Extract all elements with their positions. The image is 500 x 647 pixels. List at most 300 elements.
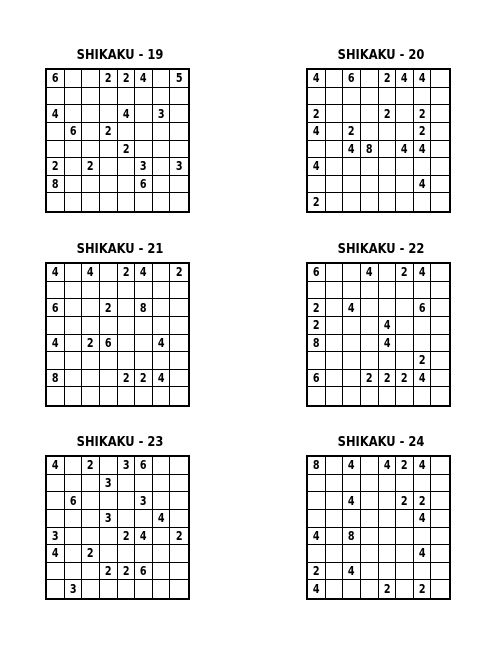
grid-cell[interactable] — [118, 70, 136, 88]
grid-cell[interactable] — [82, 88, 100, 106]
grid-cell[interactable] — [118, 317, 136, 335]
grid-cell[interactable] — [414, 264, 432, 282]
grid-cell[interactable] — [308, 457, 326, 475]
grid-cell[interactable] — [396, 387, 414, 405]
grid-cell[interactable] — [343, 282, 361, 300]
grid-cell[interactable] — [100, 193, 118, 211]
grid-cell[interactable] — [431, 158, 449, 176]
grid-cell[interactable] — [47, 387, 65, 405]
grid-cell[interactable] — [361, 105, 379, 123]
grid-cell[interactable] — [47, 193, 65, 211]
grid-cell[interactable] — [118, 352, 136, 370]
grid-cell[interactable] — [47, 88, 65, 106]
grid-cell[interactable] — [414, 510, 432, 528]
grid-cell[interactable] — [47, 299, 65, 317]
grid-cell[interactable] — [431, 580, 449, 598]
grid-cell[interactable] — [170, 457, 188, 475]
grid-cell[interactable] — [414, 370, 432, 388]
grid-cell[interactable] — [82, 387, 100, 405]
grid-cell[interactable] — [47, 457, 65, 475]
grid-cell[interactable] — [379, 370, 397, 388]
grid-cell[interactable] — [343, 492, 361, 510]
grid-cell[interactable] — [431, 88, 449, 106]
grid-cell[interactable] — [153, 317, 171, 335]
grid-cell[interactable] — [135, 545, 153, 563]
grid-cell[interactable] — [82, 193, 100, 211]
grid-cell[interactable] — [361, 545, 379, 563]
grid-cell[interactable] — [153, 299, 171, 317]
grid-cell[interactable] — [379, 299, 397, 317]
grid-cell[interactable] — [308, 563, 326, 581]
grid-cell[interactable] — [431, 387, 449, 405]
grid-cell[interactable] — [379, 264, 397, 282]
grid-cell[interactable] — [361, 70, 379, 88]
grid-cell[interactable] — [308, 105, 326, 123]
grid-cell[interactable] — [170, 282, 188, 300]
grid-cell[interactable] — [135, 123, 153, 141]
grid-cell[interactable] — [326, 88, 344, 106]
grid-cell[interactable] — [65, 317, 83, 335]
grid-cell[interactable] — [343, 299, 361, 317]
grid-cell[interactable] — [431, 193, 449, 211]
grid-cell[interactable] — [361, 317, 379, 335]
grid-cell[interactable] — [396, 141, 414, 159]
grid-cell[interactable] — [379, 352, 397, 370]
grid-cell[interactable] — [100, 264, 118, 282]
grid-cell[interactable] — [170, 141, 188, 159]
grid-cell[interactable] — [65, 123, 83, 141]
grid-cell[interactable] — [361, 563, 379, 581]
grid-cell[interactable] — [135, 580, 153, 598]
grid-cell[interactable] — [118, 123, 136, 141]
grid-cell[interactable] — [431, 299, 449, 317]
grid-cell[interactable] — [361, 299, 379, 317]
grid-cell[interactable] — [396, 88, 414, 106]
grid-cell[interactable] — [82, 264, 100, 282]
grid-cell[interactable] — [343, 317, 361, 335]
grid-cell[interactable] — [153, 387, 171, 405]
grid-cell[interactable] — [100, 475, 118, 493]
grid-cell[interactable] — [308, 141, 326, 159]
grid-cell[interactable] — [361, 264, 379, 282]
grid-cell[interactable] — [343, 70, 361, 88]
grid-cell[interactable] — [100, 335, 118, 353]
grid-cell[interactable] — [170, 123, 188, 141]
grid-cell[interactable] — [343, 563, 361, 581]
grid-cell[interactable] — [308, 580, 326, 598]
grid-cell[interactable] — [153, 580, 171, 598]
grid-cell[interactable] — [135, 457, 153, 475]
grid-cell[interactable] — [396, 510, 414, 528]
grid-cell[interactable] — [361, 580, 379, 598]
grid-cell[interactable] — [379, 70, 397, 88]
grid-cell[interactable] — [47, 352, 65, 370]
grid-cell[interactable] — [65, 105, 83, 123]
grid-cell[interactable] — [396, 457, 414, 475]
grid-cell[interactable] — [118, 141, 136, 159]
grid-cell[interactable] — [100, 317, 118, 335]
grid-cell[interactable] — [343, 510, 361, 528]
grid-cell[interactable] — [396, 299, 414, 317]
grid-cell[interactable] — [431, 335, 449, 353]
grid-cell[interactable] — [82, 335, 100, 353]
grid-cell[interactable] — [118, 457, 136, 475]
grid-cell[interactable] — [47, 492, 65, 510]
grid-cell[interactable] — [47, 141, 65, 159]
grid-cell[interactable] — [100, 545, 118, 563]
grid-cell[interactable] — [326, 492, 344, 510]
grid-cell[interactable] — [82, 141, 100, 159]
grid-cell[interactable] — [47, 317, 65, 335]
grid-cell[interactable] — [343, 370, 361, 388]
grid-cell[interactable] — [82, 123, 100, 141]
grid-cell[interactable] — [100, 563, 118, 581]
grid-cell[interactable] — [47, 563, 65, 581]
grid-cell[interactable] — [82, 352, 100, 370]
grid-cell[interactable] — [153, 510, 171, 528]
grid-cell[interactable] — [308, 123, 326, 141]
grid-cell[interactable] — [153, 475, 171, 493]
grid-cell[interactable] — [82, 528, 100, 546]
grid-cell[interactable] — [414, 580, 432, 598]
grid-cell[interactable] — [343, 352, 361, 370]
grid-cell[interactable] — [379, 563, 397, 581]
grid-cell[interactable] — [379, 475, 397, 493]
grid-cell[interactable] — [414, 387, 432, 405]
grid-cell[interactable] — [308, 475, 326, 493]
grid-cell[interactable] — [308, 335, 326, 353]
grid-cell[interactable] — [118, 475, 136, 493]
grid-cell[interactable] — [82, 299, 100, 317]
grid-cell[interactable] — [65, 88, 83, 106]
grid-cell[interactable] — [82, 545, 100, 563]
grid-cell[interactable] — [379, 193, 397, 211]
grid-cell[interactable] — [135, 492, 153, 510]
grid-cell[interactable] — [100, 88, 118, 106]
grid-cell[interactable] — [308, 176, 326, 194]
grid-cell[interactable] — [65, 299, 83, 317]
grid-cell[interactable] — [118, 510, 136, 528]
grid-cell[interactable] — [82, 370, 100, 388]
grid-cell[interactable] — [170, 335, 188, 353]
grid-cell[interactable] — [414, 70, 432, 88]
grid-cell[interactable] — [308, 299, 326, 317]
grid-cell[interactable] — [82, 158, 100, 176]
grid-cell[interactable] — [135, 510, 153, 528]
grid-cell[interactable] — [153, 370, 171, 388]
grid-cell[interactable] — [396, 123, 414, 141]
grid-cell[interactable] — [47, 528, 65, 546]
grid-cell[interactable] — [47, 335, 65, 353]
grid-cell[interactable] — [170, 563, 188, 581]
grid-cell[interactable] — [379, 457, 397, 475]
grid-cell[interactable] — [396, 563, 414, 581]
grid-cell[interactable] — [65, 193, 83, 211]
grid-cell[interactable] — [170, 370, 188, 388]
grid-cell[interactable] — [326, 299, 344, 317]
grid-cell[interactable] — [379, 123, 397, 141]
grid-cell[interactable] — [135, 158, 153, 176]
grid-cell[interactable] — [308, 387, 326, 405]
grid-cell[interactable] — [153, 528, 171, 546]
grid-cell[interactable] — [326, 158, 344, 176]
grid-cell[interactable] — [135, 299, 153, 317]
grid-cell[interactable] — [82, 317, 100, 335]
grid-cell[interactable] — [431, 282, 449, 300]
grid-cell[interactable] — [414, 335, 432, 353]
grid-cell[interactable] — [100, 528, 118, 546]
grid-cell[interactable] — [396, 264, 414, 282]
grid-cell[interactable] — [308, 370, 326, 388]
grid-cell[interactable] — [431, 545, 449, 563]
grid-cell[interactable] — [100, 141, 118, 159]
grid-cell[interactable] — [100, 492, 118, 510]
grid-cell[interactable] — [153, 141, 171, 159]
grid-cell[interactable] — [414, 282, 432, 300]
grid-cell[interactable] — [65, 545, 83, 563]
grid-cell[interactable] — [170, 105, 188, 123]
grid-cell[interactable] — [396, 70, 414, 88]
grid-cell[interactable] — [326, 105, 344, 123]
grid-cell[interactable] — [308, 528, 326, 546]
grid-cell[interactable] — [170, 299, 188, 317]
grid-cell[interactable] — [361, 528, 379, 546]
grid-cell[interactable] — [379, 387, 397, 405]
grid-cell[interactable] — [100, 176, 118, 194]
grid-cell[interactable] — [431, 105, 449, 123]
grid-cell[interactable] — [431, 510, 449, 528]
grid-cell[interactable] — [82, 457, 100, 475]
grid-cell[interactable] — [153, 105, 171, 123]
grid-cell[interactable] — [153, 193, 171, 211]
grid-cell[interactable] — [431, 123, 449, 141]
grid-cell[interactable] — [47, 580, 65, 598]
grid-cell[interactable] — [431, 370, 449, 388]
grid-cell[interactable] — [170, 70, 188, 88]
grid-cell[interactable] — [396, 317, 414, 335]
grid-cell[interactable] — [82, 563, 100, 581]
grid-cell[interactable] — [379, 492, 397, 510]
grid-cell[interactable] — [379, 528, 397, 546]
grid-cell[interactable] — [414, 528, 432, 546]
grid-cell[interactable] — [153, 176, 171, 194]
grid-cell[interactable] — [431, 528, 449, 546]
grid-cell[interactable] — [431, 457, 449, 475]
grid-cell[interactable] — [100, 510, 118, 528]
grid-cell[interactable] — [135, 387, 153, 405]
grid-cell[interactable] — [379, 105, 397, 123]
grid-cell[interactable] — [308, 158, 326, 176]
grid-cell[interactable] — [361, 457, 379, 475]
grid-cell[interactable] — [326, 580, 344, 598]
grid-cell[interactable] — [170, 580, 188, 598]
grid-cell[interactable] — [326, 352, 344, 370]
grid-cell[interactable] — [326, 545, 344, 563]
grid-cell[interactable] — [65, 264, 83, 282]
grid-cell[interactable] — [135, 352, 153, 370]
grid-cell[interactable] — [153, 335, 171, 353]
grid-cell[interactable] — [379, 580, 397, 598]
grid-cell[interactable] — [135, 141, 153, 159]
grid-cell[interactable] — [170, 193, 188, 211]
grid-cell[interactable] — [153, 457, 171, 475]
grid-cell[interactable] — [379, 282, 397, 300]
grid-cell[interactable] — [379, 141, 397, 159]
grid-cell[interactable] — [153, 70, 171, 88]
grid-cell[interactable] — [135, 370, 153, 388]
grid-cell[interactable] — [65, 457, 83, 475]
grid-cell[interactable] — [65, 70, 83, 88]
grid-cell[interactable] — [118, 492, 136, 510]
grid-cell[interactable] — [65, 528, 83, 546]
grid-cell[interactable] — [414, 317, 432, 335]
grid-cell[interactable] — [170, 352, 188, 370]
grid-cell[interactable] — [118, 370, 136, 388]
grid-cell[interactable] — [65, 580, 83, 598]
grid-cell[interactable] — [153, 264, 171, 282]
grid-cell[interactable] — [308, 492, 326, 510]
grid-cell[interactable] — [396, 193, 414, 211]
grid-cell[interactable] — [361, 123, 379, 141]
grid-cell[interactable] — [396, 105, 414, 123]
grid-cell[interactable] — [82, 70, 100, 88]
grid-cell[interactable] — [361, 141, 379, 159]
grid-cell[interactable] — [170, 317, 188, 335]
grid-cell[interactable] — [118, 528, 136, 546]
grid-cell[interactable] — [343, 105, 361, 123]
grid-cell[interactable] — [396, 176, 414, 194]
grid-cell[interactable] — [153, 492, 171, 510]
grid-cell[interactable] — [47, 176, 65, 194]
grid-cell[interactable] — [170, 492, 188, 510]
grid-cell[interactable] — [361, 193, 379, 211]
grid-cell[interactable] — [118, 545, 136, 563]
grid-cell[interactable] — [431, 563, 449, 581]
grid-cell[interactable] — [100, 457, 118, 475]
grid-cell[interactable] — [100, 70, 118, 88]
grid-cell[interactable] — [431, 492, 449, 510]
grid-cell[interactable] — [326, 528, 344, 546]
grid-cell[interactable] — [414, 105, 432, 123]
grid-cell[interactable] — [65, 475, 83, 493]
grid-cell[interactable] — [82, 475, 100, 493]
grid-cell[interactable] — [308, 545, 326, 563]
grid-cell[interactable] — [431, 475, 449, 493]
grid-cell[interactable] — [82, 282, 100, 300]
grid-cell[interactable] — [308, 510, 326, 528]
grid-cell[interactable] — [65, 352, 83, 370]
grid-cell[interactable] — [47, 158, 65, 176]
grid-cell[interactable] — [379, 88, 397, 106]
grid-cell[interactable] — [326, 387, 344, 405]
grid-cell[interactable] — [414, 158, 432, 176]
grid-cell[interactable] — [414, 299, 432, 317]
grid-cell[interactable] — [47, 105, 65, 123]
grid-cell[interactable] — [396, 158, 414, 176]
grid-cell[interactable] — [343, 123, 361, 141]
grid-cell[interactable] — [65, 335, 83, 353]
grid-cell[interactable] — [414, 141, 432, 159]
grid-cell[interactable] — [118, 176, 136, 194]
grid-cell[interactable] — [118, 299, 136, 317]
grid-cell[interactable] — [431, 70, 449, 88]
grid-cell[interactable] — [379, 545, 397, 563]
grid-cell[interactable] — [153, 88, 171, 106]
grid-cell[interactable] — [170, 387, 188, 405]
grid-cell[interactable] — [118, 282, 136, 300]
grid-cell[interactable] — [414, 176, 432, 194]
grid-cell[interactable] — [118, 580, 136, 598]
grid-cell[interactable] — [361, 282, 379, 300]
grid-cell[interactable] — [326, 475, 344, 493]
grid-cell[interactable] — [343, 387, 361, 405]
grid-cell[interactable] — [396, 528, 414, 546]
grid-cell[interactable] — [82, 580, 100, 598]
grid-cell[interactable] — [396, 282, 414, 300]
grid-cell[interactable] — [308, 88, 326, 106]
grid-cell[interactable] — [135, 563, 153, 581]
grid-cell[interactable] — [343, 335, 361, 353]
grid-cell[interactable] — [170, 545, 188, 563]
grid-cell[interactable] — [343, 141, 361, 159]
grid-cell[interactable] — [65, 176, 83, 194]
grid-cell[interactable] — [308, 317, 326, 335]
grid-cell[interactable] — [118, 264, 136, 282]
grid-cell[interactable] — [47, 475, 65, 493]
grid-cell[interactable] — [326, 510, 344, 528]
grid-cell[interactable] — [308, 264, 326, 282]
grid-cell[interactable] — [396, 352, 414, 370]
grid-cell[interactable] — [47, 70, 65, 88]
grid-cell[interactable] — [379, 317, 397, 335]
grid-cell[interactable] — [326, 563, 344, 581]
grid-cell[interactable] — [361, 335, 379, 353]
grid-cell[interactable] — [431, 176, 449, 194]
grid-cell[interactable] — [135, 88, 153, 106]
grid-cell[interactable] — [47, 123, 65, 141]
grid-cell[interactable] — [135, 105, 153, 123]
grid-cell[interactable] — [135, 282, 153, 300]
grid-cell[interactable] — [118, 563, 136, 581]
grid-cell[interactable] — [343, 545, 361, 563]
grid-cell[interactable] — [396, 492, 414, 510]
grid-cell[interactable] — [308, 70, 326, 88]
grid-cell[interactable] — [396, 370, 414, 388]
grid-cell[interactable] — [326, 335, 344, 353]
grid-cell[interactable] — [396, 545, 414, 563]
grid-cell[interactable] — [343, 176, 361, 194]
grid-cell[interactable] — [153, 123, 171, 141]
grid-cell[interactable] — [82, 105, 100, 123]
grid-cell[interactable] — [65, 563, 83, 581]
grid-cell[interactable] — [135, 528, 153, 546]
grid-cell[interactable] — [100, 123, 118, 141]
grid-cell[interactable] — [118, 105, 136, 123]
grid-cell[interactable] — [326, 141, 344, 159]
grid-cell[interactable] — [153, 158, 171, 176]
grid-cell[interactable] — [414, 193, 432, 211]
grid-cell[interactable] — [343, 264, 361, 282]
grid-cell[interactable] — [100, 580, 118, 598]
grid-cell[interactable] — [343, 475, 361, 493]
grid-cell[interactable] — [414, 563, 432, 581]
grid-cell[interactable] — [82, 492, 100, 510]
grid-cell[interactable] — [100, 299, 118, 317]
grid-cell[interactable] — [326, 282, 344, 300]
grid-cell[interactable] — [65, 158, 83, 176]
grid-cell[interactable] — [135, 70, 153, 88]
grid-cell[interactable] — [100, 158, 118, 176]
